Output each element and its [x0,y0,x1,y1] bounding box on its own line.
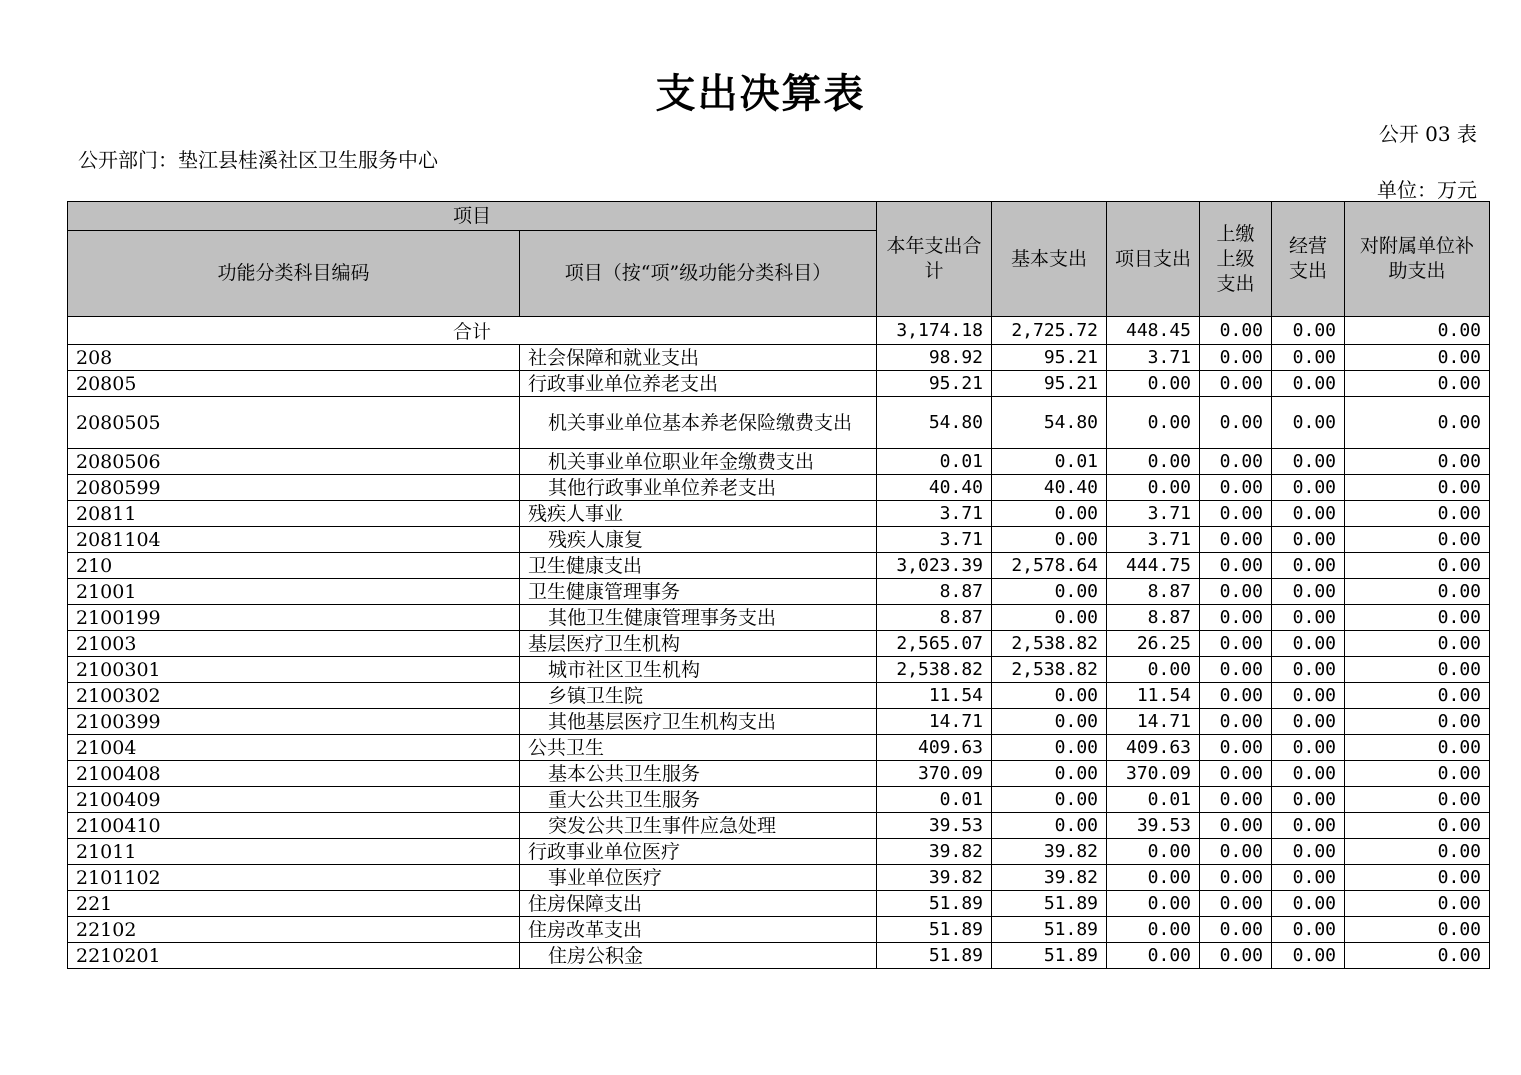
row-value: 3.71 [877,501,992,527]
row-value: 0.00 [1200,891,1272,917]
row-code: 221 [68,891,520,917]
row-value: 0.00 [1272,917,1345,943]
row-value: 0.00 [1345,865,1490,891]
row-value: 0.00 [992,683,1107,709]
row-value: 51.89 [877,943,992,969]
row-value: 0.00 [1272,735,1345,761]
row-value: 0.00 [1272,709,1345,735]
table-row [68,527,1490,553]
row-value: 8.87 [1107,579,1200,605]
row-value: 0.00 [1272,631,1345,657]
row-value: 0.00 [1345,397,1490,449]
row-value: 0.01 [1107,787,1200,813]
row-value: 0.00 [1200,865,1272,891]
row-name: 公共卫生 [520,735,877,761]
row-value: 0.00 [992,501,1107,527]
total-cell: 2,725.72 [992,317,1107,345]
row-value: 98.92 [877,345,992,371]
row-value: 0.00 [1345,735,1490,761]
row-value: 2,538.82 [877,657,992,683]
row-name: 卫生健康支出 [520,553,877,579]
row-value: 0.01 [877,787,992,813]
total-row [68,317,1490,345]
table-row [68,943,1490,969]
row-value: 95.21 [877,371,992,397]
row-value: 0.00 [1200,787,1272,813]
row-code: 2100302 [68,683,520,709]
row-value: 0.00 [1272,787,1345,813]
row-value: 39.82 [992,865,1107,891]
row-value: 0.00 [1107,449,1200,475]
row-value: 51.89 [992,917,1107,943]
row-value: 0.00 [992,735,1107,761]
row-value: 0.00 [1200,813,1272,839]
row-value: 0.00 [1200,501,1272,527]
row-value: 3.71 [1107,527,1200,553]
row-value: 2,538.82 [992,657,1107,683]
row-value: 0.00 [1272,449,1345,475]
row-value: 0.00 [1345,943,1490,969]
header-project: 项目 [68,202,877,231]
table-row [68,345,1490,371]
row-name: 城市社区卫生机构 [520,657,877,683]
row-code: 2080599 [68,475,520,501]
table-row [68,683,1490,709]
row-value: 0.00 [992,761,1107,787]
row-value: 0.00 [992,813,1107,839]
row-value: 0.00 [1345,891,1490,917]
row-value: 0.00 [1345,761,1490,787]
row-value: 11.54 [877,683,992,709]
row-name: 行政事业单位养老支出 [520,371,877,397]
row-name: 基层医疗卫生机构 [520,631,877,657]
row-name: 住房保障支出 [520,891,877,917]
row-value: 0.00 [1272,865,1345,891]
header-subsidy: 对附属单位补助支出 [1345,202,1490,317]
row-code: 20805 [68,371,520,397]
row-value: 0.00 [1200,345,1272,371]
row-code: 20811 [68,501,520,527]
row-value: 0.00 [1272,839,1345,865]
row-value: 8.87 [877,605,992,631]
row-value: 0.00 [1200,371,1272,397]
row-value: 0.00 [1272,943,1345,969]
row-value: 0.00 [1200,943,1272,969]
row-value: 0.00 [1200,657,1272,683]
row-value: 3,023.39 [877,553,992,579]
row-value: 0.01 [877,449,992,475]
row-name: 残疾人事业 [520,501,877,527]
header-upper: 上缴上级支出 [1200,202,1272,317]
row-value: 0.00 [1272,891,1345,917]
row-value: 0.00 [1200,683,1272,709]
row-code: 2100409 [68,787,520,813]
row-value: 54.80 [992,397,1107,449]
row-value: 3.71 [1107,345,1200,371]
row-value: 2,538.82 [992,631,1107,657]
row-value: 26.25 [1107,631,1200,657]
table-row [68,605,1490,631]
row-value: 0.00 [1345,579,1490,605]
row-name: 其他卫生健康管理事务支出 [520,605,877,631]
row-value: 0.00 [1107,657,1200,683]
row-value: 0.00 [1345,371,1490,397]
row-value: 0.00 [992,605,1107,631]
row-value: 39.82 [877,865,992,891]
row-value: 0.00 [1345,605,1490,631]
total-cell: 0.00 [1345,317,1490,345]
page-title: 支出决算表 [655,70,866,117]
total-cell: 448.45 [1107,317,1200,345]
row-value: 2,578.64 [992,553,1107,579]
row-value: 0.00 [1272,813,1345,839]
table-row [68,735,1490,761]
row-name: 事业单位医疗 [520,865,877,891]
row-code: 2100408 [68,761,520,787]
row-code: 2100410 [68,813,520,839]
row-name: 机关事业单位职业年金缴费支出 [520,449,877,475]
row-value: 0.00 [1200,579,1272,605]
row-name: 行政事业单位医疗 [520,839,877,865]
row-value: 0.00 [1200,475,1272,501]
row-value: 39.82 [992,839,1107,865]
row-value: 0.00 [1272,475,1345,501]
table-row [68,449,1490,475]
table-row [68,657,1490,683]
row-value: 0.00 [992,579,1107,605]
row-value: 0.00 [1345,709,1490,735]
header-item: 项目（按“项”级功能分类科目） [520,231,877,317]
row-value: 0.00 [1345,527,1490,553]
row-value: 0.00 [1272,605,1345,631]
table-row [68,631,1490,657]
row-name: 住房公积金 [520,943,877,969]
row-value: 0.00 [1200,553,1272,579]
row-value: 51.89 [992,891,1107,917]
row-value: 0.00 [1107,397,1200,449]
row-code: 2081104 [68,527,520,553]
row-value: 0.00 [1345,839,1490,865]
row-code: 21011 [68,839,520,865]
total-cell: 3,174.18 [877,317,992,345]
row-value: 39.82 [877,839,992,865]
table-row [68,813,1490,839]
row-value: 0.00 [1200,631,1272,657]
row-name: 住房改革支出 [520,917,877,943]
row-value: 0.00 [1345,501,1490,527]
row-value: 0.00 [1272,683,1345,709]
row-value: 0.01 [992,449,1107,475]
row-name: 乡镇卫生院 [520,683,877,709]
row-name: 其他行政事业单位养老支出 [520,475,877,501]
row-value: 0.00 [1272,527,1345,553]
row-value: 0.00 [1200,709,1272,735]
row-name: 其他基层医疗卫生机构支出 [520,709,877,735]
total-label: 合计 [68,317,877,345]
row-code: 2101102 [68,865,520,891]
table-row [68,891,1490,917]
row-value: 0.00 [1345,657,1490,683]
row-value: 0.00 [1107,865,1200,891]
row-value: 51.89 [992,943,1107,969]
row-value: 0.00 [1107,943,1200,969]
row-value: 0.00 [1200,735,1272,761]
row-value: 8.87 [877,579,992,605]
row-value: 370.09 [1107,761,1200,787]
header-project-expense: 项目支出 [1107,202,1200,317]
row-value: 0.00 [1200,761,1272,787]
row-value: 14.71 [1107,709,1200,735]
row-value: 95.21 [992,371,1107,397]
table-row [68,917,1490,943]
row-value: 95.21 [992,345,1107,371]
row-value: 0.00 [1272,501,1345,527]
row-code: 22102 [68,917,520,943]
row-value: 0.00 [1345,787,1490,813]
row-value: 0.00 [1345,449,1490,475]
row-name: 基本公共卫生服务 [520,761,877,787]
header-operating: 经营支出 [1272,202,1345,317]
row-name: 重大公共卫生服务 [520,787,877,813]
row-value: 0.00 [1272,371,1345,397]
row-value: 0.00 [1200,397,1272,449]
row-name: 残疾人康复 [520,527,877,553]
unit-label: 单位：万元 [1377,178,1477,202]
row-code: 2210201 [68,943,520,969]
row-value: 51.89 [877,891,992,917]
row-value: 0.00 [1345,553,1490,579]
header-code: 功能分类科目编码 [68,231,520,317]
row-code: 2100199 [68,605,520,631]
row-value: 3.71 [1107,501,1200,527]
table-row [68,865,1490,891]
row-value: 0.00 [1200,527,1272,553]
row-value: 0.00 [1200,605,1272,631]
row-value: 409.63 [877,735,992,761]
table-row [68,839,1490,865]
row-value: 54.80 [877,397,992,449]
expenditure-table [67,201,1490,969]
total-cell: 0.00 [1272,317,1345,345]
row-value: 370.09 [877,761,992,787]
row-value: 0.00 [1345,683,1490,709]
row-value: 0.00 [1345,475,1490,501]
table-row [68,761,1490,787]
row-value: 39.53 [877,813,992,839]
table-row [68,787,1490,813]
row-value: 0.00 [1107,475,1200,501]
row-value: 0.00 [1107,371,1200,397]
row-value: 0.00 [1345,631,1490,657]
row-value: 0.00 [992,527,1107,553]
row-code: 21003 [68,631,520,657]
row-value: 51.89 [877,917,992,943]
row-value: 14.71 [877,709,992,735]
row-value: 39.53 [1107,813,1200,839]
row-value: 2,565.07 [877,631,992,657]
form-number: 公开 03 表 [1378,122,1477,146]
row-code: 2100301 [68,657,520,683]
row-value: 8.87 [1107,605,1200,631]
row-code: 210 [68,553,520,579]
row-value: 0.00 [1272,397,1345,449]
row-code: 208 [68,345,520,371]
row-value: 0.00 [1107,839,1200,865]
header-total: 本年支出合计 [877,202,992,317]
row-value: 0.00 [1272,657,1345,683]
row-value: 0.00 [1200,917,1272,943]
row-value: 0.00 [1345,345,1490,371]
row-value: 409.63 [1107,735,1200,761]
row-value: 0.00 [1200,839,1272,865]
row-value: 0.00 [1200,449,1272,475]
table-row [68,397,1490,449]
row-value: 0.00 [1272,345,1345,371]
row-name: 卫生健康管理事务 [520,579,877,605]
total-cell: 0.00 [1200,317,1272,345]
row-value: 0.00 [1345,917,1490,943]
row-value: 444.75 [1107,553,1200,579]
header-basic: 基本支出 [992,202,1107,317]
row-code: 21001 [68,579,520,605]
row-value: 3.71 [877,527,992,553]
row-name: 社会保障和就业支出 [520,345,877,371]
table-row [68,579,1490,605]
row-value: 0.00 [1272,579,1345,605]
row-code: 21004 [68,735,520,761]
table-row [68,501,1490,527]
row-value: 0.00 [992,787,1107,813]
row-name: 突发公共卫生事件应急处理 [520,813,877,839]
table-row [68,553,1490,579]
row-value: 0.00 [992,709,1107,735]
row-value: 0.00 [1107,917,1200,943]
row-code: 2080505 [68,397,520,449]
row-value: 0.00 [1272,553,1345,579]
row-code: 2080506 [68,449,520,475]
department-label: 公开部门：垫江县桂溪社区卫生服务中心 [78,148,438,172]
row-value: 0.00 [1345,813,1490,839]
row-value: 0.00 [1272,761,1345,787]
row-value: 0.00 [1107,891,1200,917]
table-row [68,371,1490,397]
row-code: 2100399 [68,709,520,735]
row-name: 机关事业单位基本养老保险缴费支出 [520,397,877,449]
row-value: 40.40 [877,475,992,501]
table-row [68,475,1490,501]
table-row [68,709,1490,735]
row-value: 11.54 [1107,683,1200,709]
row-value: 40.40 [992,475,1107,501]
